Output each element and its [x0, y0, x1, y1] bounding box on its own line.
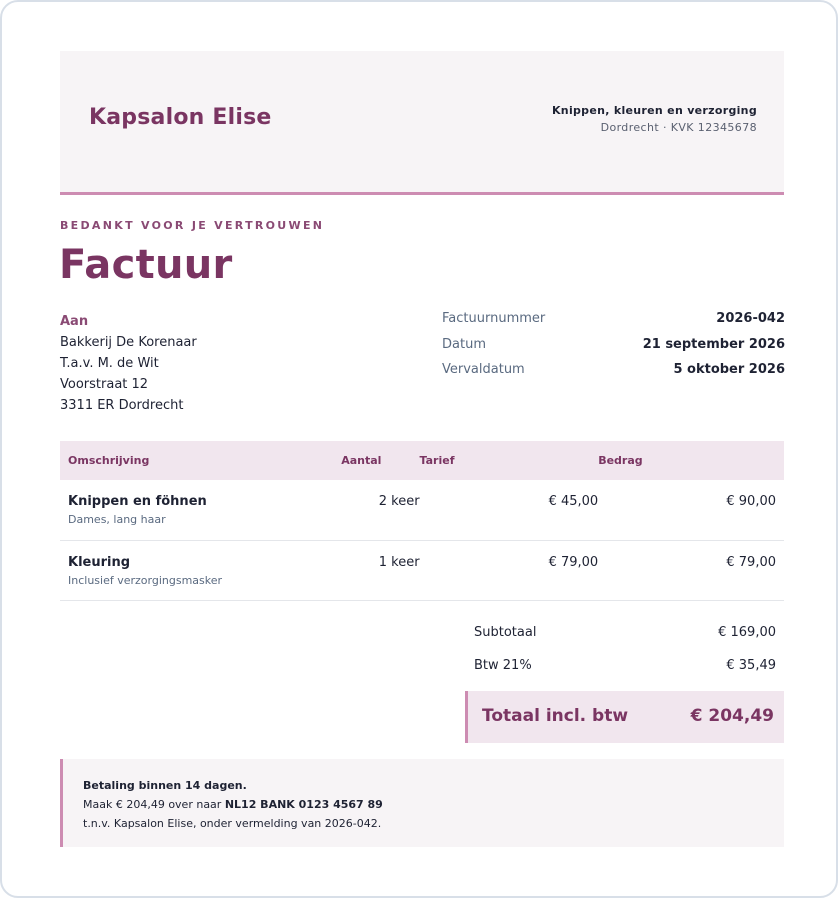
payment-transfer-line: [83, 795, 784, 814]
column-header-rate: Tarief: [420, 441, 599, 480]
recipient-city: 3311 ER Dordrecht: [60, 398, 184, 413]
recipient-block: [60, 311, 197, 416]
item-detail: Inclusief verzorgingsmasker: [68, 573, 223, 587]
meta-row-due-date: [442, 362, 785, 388]
item-detail: Dames, lang haar: [68, 513, 166, 526]
grand-total-label: Totaal incl. btw: [482, 706, 629, 726]
company-info: [552, 104, 757, 134]
payment-iban: NL12 BANK 0123 4567 89: [224, 798, 383, 811]
item-name: Knippen en föhnen: [68, 494, 207, 509]
company-tagline: Knippen, kleuren en verzorging: [551, 104, 757, 117]
recipient-attention: T.a.v. M. de Wit: [60, 356, 159, 371]
item-name: Kleuring: [68, 554, 131, 570]
item-amount: € 79,00: [598, 540, 784, 600]
meta-row-invoice-number: [442, 311, 785, 337]
item-description: [60, 480, 341, 540]
subtotal-value: € 169,00: [718, 625, 776, 640]
thank-you-eyebrow: BEDANKT VOOR JE VERTROUWEN: [60, 219, 325, 232]
item-quantity: 1 keer: [341, 540, 419, 600]
invoice-header: [60, 51, 784, 195]
vat-value: € 35,49: [726, 658, 776, 673]
item-rate: € 45,00: [420, 480, 599, 540]
meta-label: Datum: [442, 336, 486, 352]
due-date: 5 oktober 2026: [673, 362, 785, 377]
subtotal-label: Subtotaal: [474, 625, 537, 640]
company-name: Kapsalon Elise: [89, 105, 272, 130]
recipient-label: Aan: [60, 314, 89, 329]
subtotal-row: [466, 617, 784, 650]
column-header-description: Omschrijving: [60, 441, 341, 480]
payment-reference-line: t.n.v. Kapsalon Elise, onder vermelding van 2026-042.: [83, 817, 382, 830]
recipient-company: Bakkerij De Korenaar: [60, 335, 197, 350]
column-header-amount: Bedrag: [598, 441, 784, 480]
item-rate: € 79,00: [420, 540, 599, 600]
line-items-table: [60, 441, 784, 601]
invoice-date: 21 september 2026: [642, 336, 785, 352]
invoice-number: 2026-042: [716, 311, 785, 326]
table-row: [60, 540, 784, 600]
company-meta: Dordrecht · KVK 12345678: [600, 121, 757, 134]
meta-label: Factuurnummer: [442, 311, 546, 326]
column-header-quantity: Aantal: [341, 441, 419, 480]
recipient-street: Voorstraat 12: [60, 377, 149, 392]
payment-instructions: [60, 759, 784, 847]
invoice-meta: [442, 311, 785, 388]
vat-label: Btw 21%: [474, 658, 532, 673]
table-row: [60, 480, 784, 540]
payment-transfer-text: Maak € 204,49 over naar: [83, 798, 225, 811]
document-title: Factuur: [59, 242, 233, 288]
grand-total-value: € 204,49: [690, 706, 774, 726]
table-header-row: [60, 441, 784, 480]
totals-block: [466, 617, 784, 683]
meta-label: Vervaldatum: [442, 362, 525, 377]
item-amount: € 90,00: [598, 480, 784, 540]
meta-row-date: [442, 337, 785, 363]
payment-heading: Betaling binnen 14 dagen.: [83, 779, 247, 792]
vat-row: [466, 650, 784, 683]
grand-total-row: [465, 691, 784, 743]
item-description: [60, 540, 341, 600]
item-quantity: 2 keer: [341, 480, 419, 540]
